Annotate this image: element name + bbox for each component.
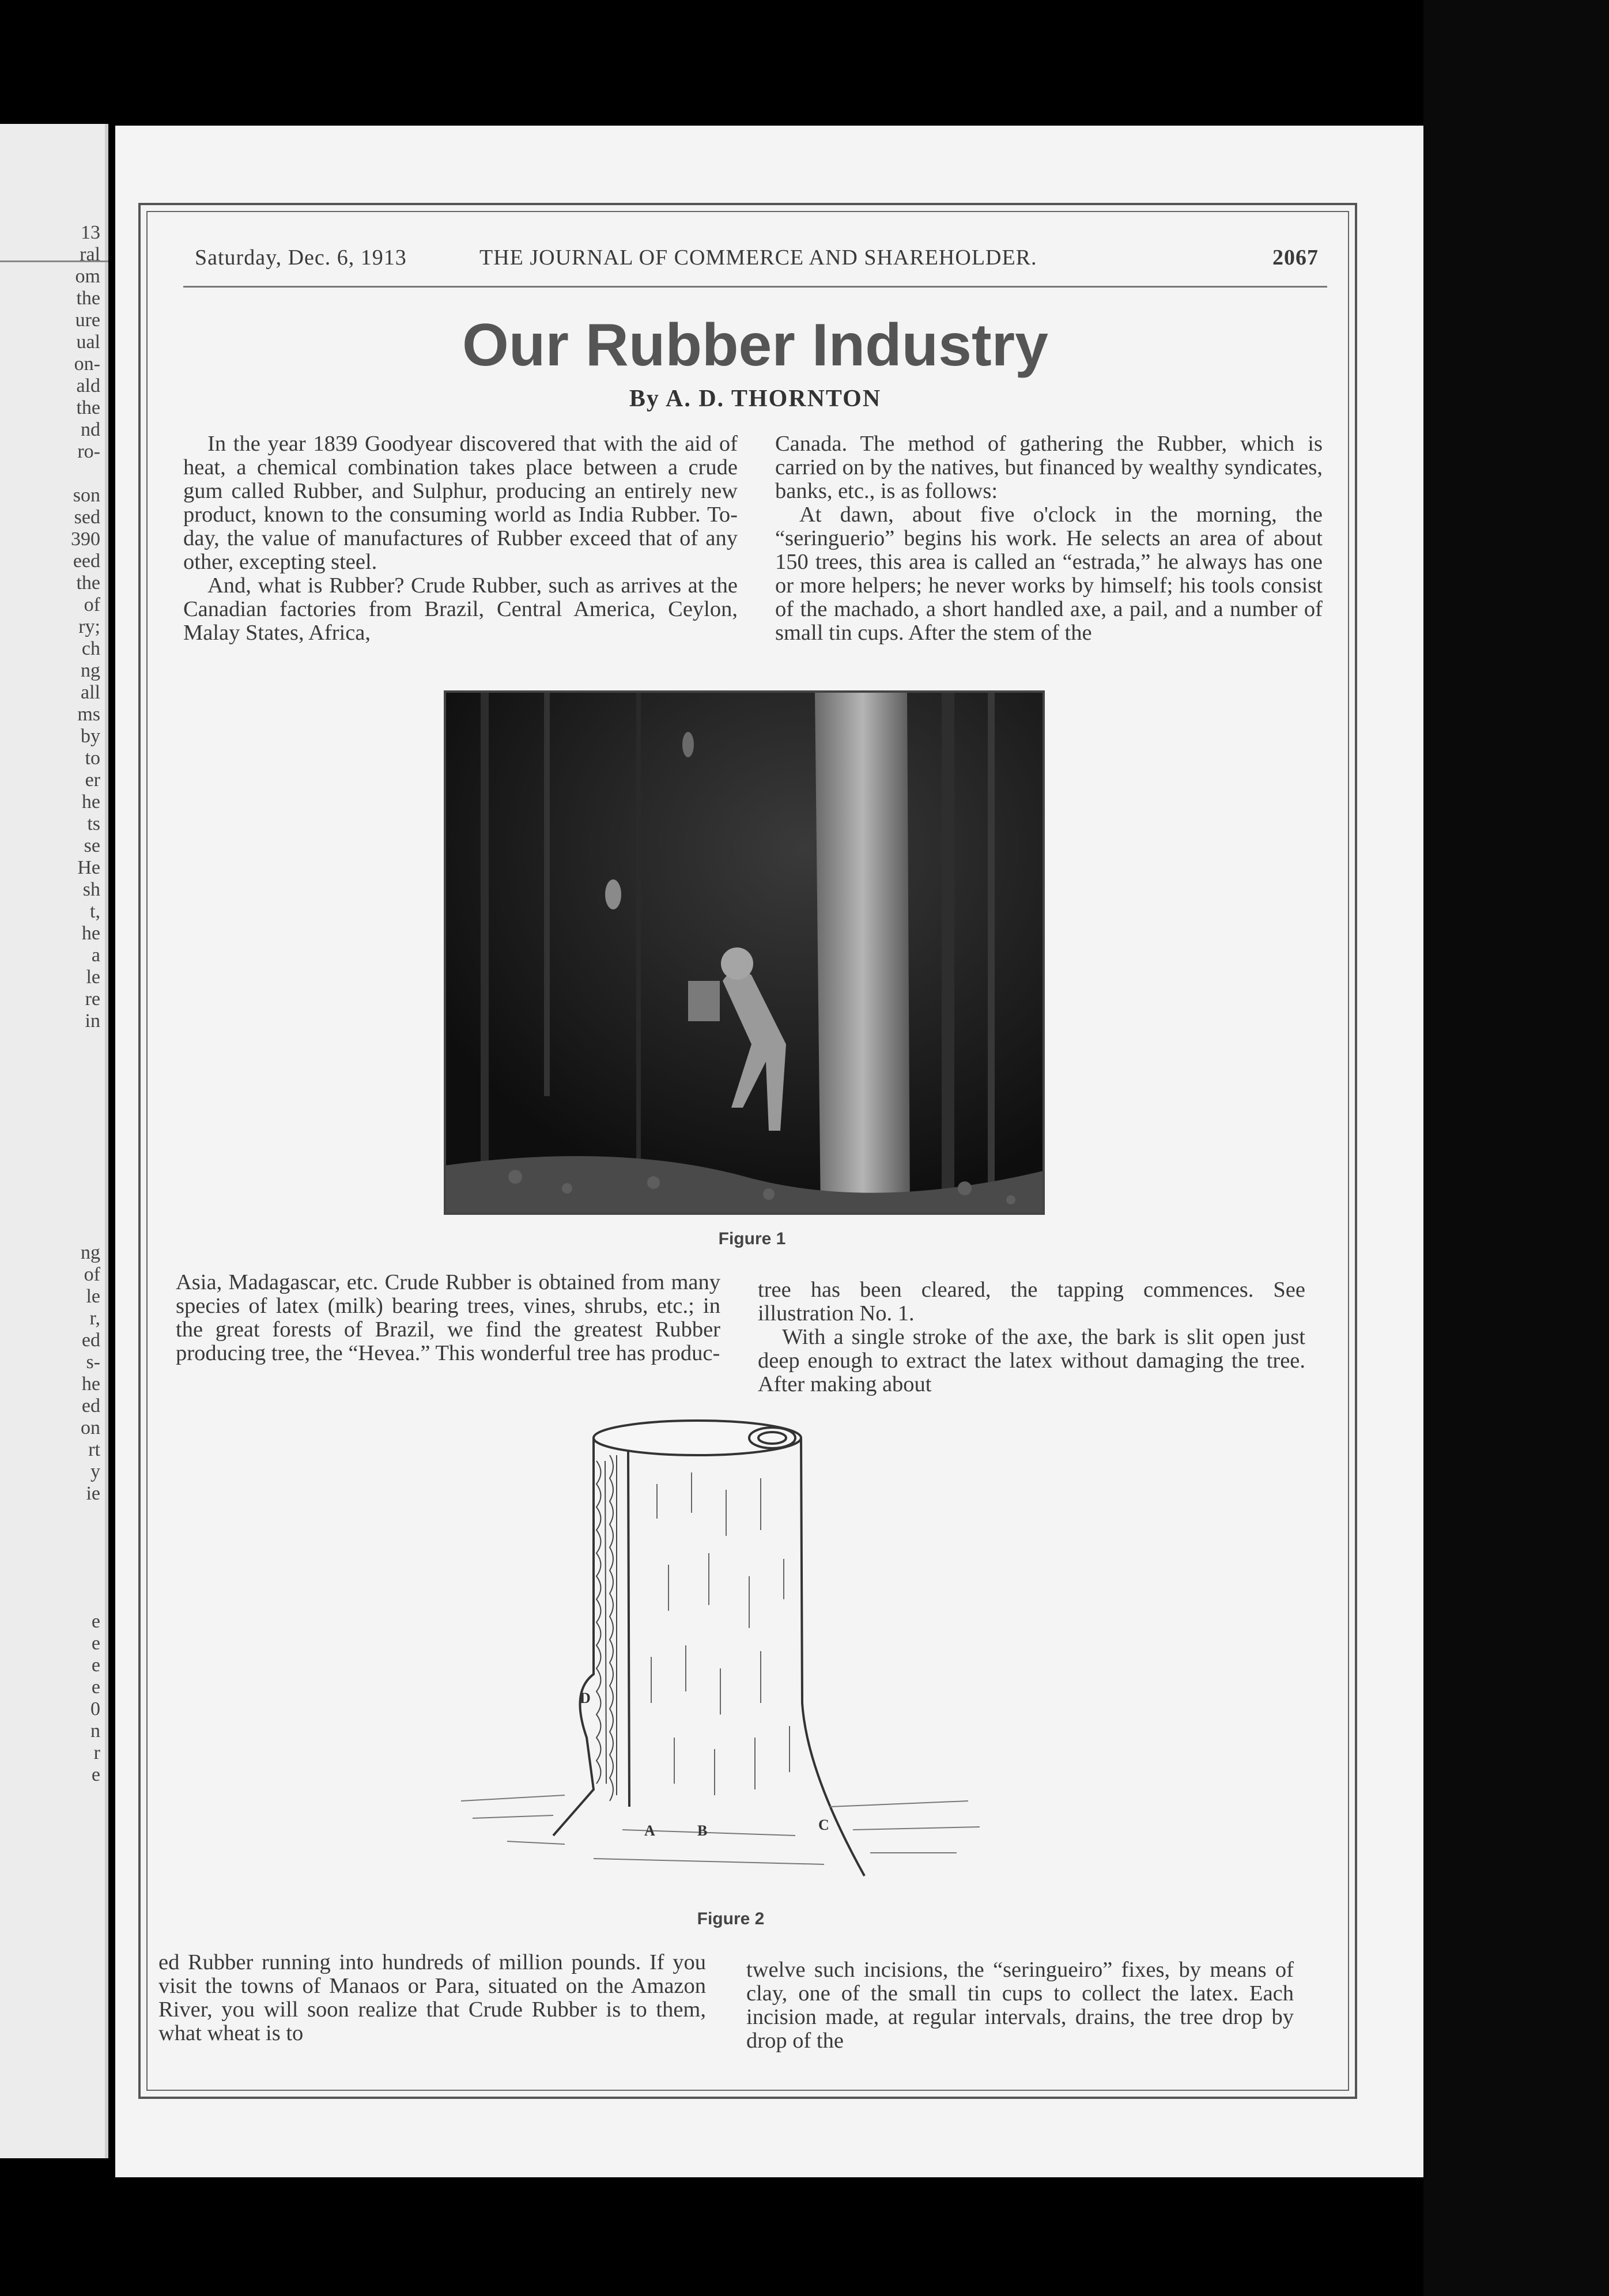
figure-1-caption: Figure 1 — [718, 1229, 786, 1248]
fragment-line: s- — [86, 1351, 100, 1373]
forest-tapper-photo — [446, 693, 1043, 1213]
fragment-line: ts — [87, 813, 100, 834]
paragraph: Asia, Madagascar, etc. Crude Rubber is obtained from many species of latex (milk) bearing trees, vines, shrubs, etc.; in the great forests of Brazil, we find the greatest Rubber producing tree, the “Hevea.” This wonderful tree has produc- — [176, 1270, 720, 1365]
paragraph: At dawn, about five o'clock in the morning, the “seringuerio” begins his work. He selects an area of about 150 trees, this area is called an “estrada,” he always has one or more helpers; he never works by himself; his tools consist of the machado, a short handled axe, a pail, and a number of small tin cups. After the stem of the — [775, 503, 1323, 645]
fragment-line: e — [91, 1764, 100, 1785]
fragment-line: eed — [73, 550, 100, 572]
fragment-line: er — [85, 769, 100, 791]
fragment-line: on- — [74, 353, 100, 375]
fragment-line: e — [91, 1633, 100, 1654]
fragment-line: nd — [81, 419, 100, 440]
fragment-line: he — [81, 791, 100, 813]
fragment-line: rt — [88, 1439, 100, 1460]
fragment-line: to — [85, 747, 100, 769]
fragment-line: of — [84, 1264, 100, 1285]
fragment-line: sed — [74, 507, 100, 528]
fragment-line: y — [90, 1461, 100, 1482]
paragraph: twelve such incisions, the “seringueiro” fixes, by means of clay, one of the small tin cups to collect the latex. Each incision made, at regular intervals, drains, the tree drop by drop of the — [746, 1958, 1294, 2053]
fragment-line: ng — [81, 1242, 100, 1263]
fragment-line: the — [76, 572, 100, 594]
paragraph: And, what is Rubber? Crude Rubber, such as arrives at the Canadian factories from Brazil, Central America, Ceylon, Malay States, Africa, — [183, 573, 738, 645]
paragraph: In the year 1839 Goodyear discovered that with the aid of heat, a chemical combination takes place between a crude gum called Rubber, and Sulphur, producing an entirely new product, known to the consuming world as India Rubber. To-day, the value of manufactures of Rubber exceed that of any other, excepting steel. — [183, 432, 738, 574]
fragment-line: ms — [77, 704, 100, 725]
column-right-top — [775, 432, 1323, 645]
column-right-bottom — [746, 1958, 1294, 2053]
header-page-number: 2067 — [1272, 246, 1319, 270]
paragraph: tree has been cleared, the tapping commences. See illustration No. 1. — [758, 1278, 1305, 1326]
label-b: B — [697, 1822, 708, 1839]
fragment-line: le — [86, 1286, 100, 1307]
fragment-column-middle — [81, 1242, 100, 1505]
fragment-line — [71, 463, 100, 485]
fragment-line: e — [91, 1676, 100, 1698]
fragment-line: ie — [86, 1483, 100, 1504]
fragment-line: ral — [80, 244, 100, 265]
fragment-line: all — [81, 682, 100, 703]
fragment-line: ro- — [77, 441, 100, 462]
fragment-column-top — [71, 222, 100, 1032]
fragment-line: of — [84, 594, 100, 615]
fragment-line: se — [84, 835, 100, 856]
fragment-line: ng — [81, 660, 100, 681]
label-a: A — [644, 1822, 655, 1839]
fragment-line: e — [91, 1655, 100, 1676]
fragment-line: son — [73, 485, 100, 506]
header-publication: THE JOURNAL OF COMMERCE AND SHAREHOLDER. — [479, 246, 1037, 270]
page-gutter — [105, 124, 108, 2158]
fragment-line: t, — [90, 901, 100, 922]
fragment-line: in — [85, 1010, 100, 1032]
fragment-line: 0 — [90, 1698, 100, 1720]
fragment-line: om — [75, 266, 100, 287]
fragment-line: the — [76, 397, 100, 418]
figure-2-caption: Figure 2 — [697, 1909, 765, 1928]
fragment-line: 390 — [71, 528, 100, 550]
column-left-middle — [176, 1271, 720, 1365]
label-d: D — [580, 1690, 591, 1706]
fragment-line: ald — [76, 375, 100, 396]
fragment-line: a — [91, 945, 100, 966]
header-rule — [183, 286, 1327, 288]
adjacent-page-fragment — [0, 124, 108, 2158]
fragment-line: the — [76, 288, 100, 309]
fragment-column-lower — [90, 1611, 100, 1786]
paragraph: With a single stroke of the axe, the bark is slit open just deep enough to extract the latex without damaging the tree. After making about — [758, 1325, 1305, 1396]
fragment-line: ry; — [78, 616, 100, 637]
header-date: Saturday, Dec. 6, 1913 — [195, 246, 407, 270]
fragment-line: le — [86, 966, 100, 988]
fragment-line: r, — [89, 1308, 100, 1329]
article-title: Our Rubber Industry — [462, 312, 1048, 379]
fragment-line: on — [81, 1417, 100, 1438]
paragraph: ed Rubber running into hundreds of million pounds. If you visit the towns of Manaos or Para, situated on the Amazon River, you will soon realize that Crude Rubber is to them, what wheat is to — [158, 1950, 706, 2045]
label-c: C — [818, 1817, 829, 1833]
fragment-line: ed — [81, 1330, 100, 1351]
fragment-line: n — [90, 1720, 100, 1742]
fragment-line: ual — [76, 331, 100, 353]
column-left-top — [183, 432, 738, 645]
fragment-line: he — [81, 923, 100, 944]
figure-1-photograph — [444, 690, 1045, 1215]
fragment-line: he — [81, 1373, 100, 1395]
fragment-line: r — [93, 1742, 100, 1763]
article-byline: By A. D. THORNTON — [629, 386, 882, 412]
fragment-line: ed — [81, 1395, 100, 1417]
fragment-line: by — [81, 726, 100, 747]
column-right-middle — [758, 1278, 1305, 1396]
fragment-line: re — [85, 988, 100, 1010]
fragment-line: ure — [75, 309, 100, 331]
fragment-line: ch — [81, 638, 100, 659]
fragment-line: e — [91, 1611, 100, 1632]
fragment-line: He — [77, 857, 100, 878]
column-left-bottom — [158, 1951, 706, 2045]
fragment-line: 13 — [81, 222, 100, 243]
scan-background — [1423, 0, 1609, 2296]
figure-2-tree-diagram — [450, 1415, 1014, 1899]
paragraph: Canada. The method of gathering the Rubber, which is carried on by the natives, but financed by wealthy syndicates, banks, etc., is as follows: — [775, 432, 1323, 503]
fragment-line: sh — [82, 879, 100, 900]
